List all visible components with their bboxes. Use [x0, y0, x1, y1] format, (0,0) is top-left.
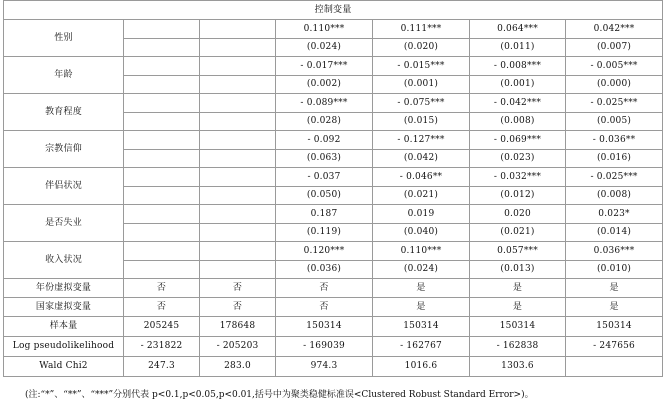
standard-error-cell — [200, 261, 276, 279]
coefficient-cell: - 0.036** — [566, 131, 663, 150]
coefficient-cell — [200, 205, 276, 224]
standard-error-cell: (0.028) — [276, 113, 373, 131]
coefficient-cell: 0.036*** — [566, 242, 663, 261]
standard-error-cell: (0.011) — [470, 39, 566, 57]
statistic-value: - 169039 — [276, 337, 373, 357]
dummy-value: 否 — [276, 279, 373, 298]
coefficient-cell — [200, 57, 276, 76]
standard-error-cell: (0.001) — [470, 76, 566, 94]
dummy-value: 是 — [373, 279, 470, 298]
dummy-row — [4, 298, 663, 317]
standard-error-cell: (0.000) — [566, 76, 663, 94]
header-row — [4, 1, 663, 20]
coefficient-cell: 0.042*** — [566, 20, 663, 39]
dummy-value: 是 — [566, 298, 663, 317]
table-note: (注:“*”、“**”、“***”分别代表 p<0.1,p<0.05,p<0.01,括号中为聚类稳健标准误<Clustered Robust Standard Error>)。 — [25, 390, 534, 400]
coefficient-cell — [124, 205, 200, 224]
coefficient-cell: - 0.046** — [373, 168, 470, 187]
coefficient-cell: - 0.005*** — [566, 57, 663, 76]
coefficient-row — [4, 242, 663, 261]
statistic-row — [4, 337, 663, 357]
standard-error-cell — [124, 76, 200, 94]
coefficient-cell: - 0.075*** — [373, 94, 470, 113]
dummy-value: 是 — [470, 298, 566, 317]
coefficient-cell: - 0.025*** — [566, 168, 663, 187]
standard-error-cell: (0.024) — [373, 261, 470, 279]
standard-error-cell — [124, 187, 200, 205]
variable-label: 是否失业 — [4, 205, 124, 242]
coefficient-cell: - 0.037 — [276, 168, 373, 187]
coefficient-cell — [200, 242, 276, 261]
coefficient-cell — [124, 57, 200, 76]
coefficient-cell — [200, 20, 276, 39]
standard-error-cell: (0.020) — [373, 39, 470, 57]
coefficient-row — [4, 20, 663, 39]
statistic-value: 205245 — [124, 317, 200, 337]
standard-error-cell: (0.010) — [566, 261, 663, 279]
coefficient-cell — [200, 131, 276, 150]
statistic-value: 974.3 — [276, 357, 373, 377]
regression-table-container — [3, 0, 662, 377]
coefficient-cell: - 0.032*** — [470, 168, 566, 187]
coefficient-cell: - 0.015*** — [373, 57, 470, 76]
statistic-value: 150314 — [470, 317, 566, 337]
dummy-value: 否 — [124, 279, 200, 298]
standard-error-cell: (0.024) — [276, 39, 373, 57]
standard-error-cell — [124, 224, 200, 242]
statistic-value: - 231822 — [124, 337, 200, 357]
coefficient-cell: 0.064*** — [470, 20, 566, 39]
statistic-value: 178648 — [200, 317, 276, 337]
coefficient-cell: - 0.127*** — [373, 131, 470, 150]
statistic-value: - 247656 — [566, 337, 663, 357]
coefficient-cell: - 0.092 — [276, 131, 373, 150]
statistic-value: 1303.6 — [470, 357, 566, 377]
standard-error-cell: (0.023) — [470, 150, 566, 168]
statistic-row — [4, 317, 663, 337]
coefficient-row — [4, 94, 663, 113]
standard-error-cell — [124, 261, 200, 279]
dummy-value: 是 — [566, 279, 663, 298]
control-variables-header: 控制变量 — [4, 1, 663, 20]
dummy-value: 否 — [200, 279, 276, 298]
standard-error-cell — [200, 150, 276, 168]
dummy-label: 年份虚拟变量 — [4, 279, 124, 298]
coefficient-cell: 0.057*** — [470, 242, 566, 261]
dummy-row — [4, 279, 663, 298]
statistic-value: - 162767 — [373, 337, 470, 357]
standard-error-cell: (0.005) — [566, 113, 663, 131]
standard-error-cell: (0.119) — [276, 224, 373, 242]
coefficient-cell: 0.120*** — [276, 242, 373, 261]
variable-label: 伴侣状况 — [4, 168, 124, 205]
variable-label: 宗教信仰 — [4, 131, 124, 168]
statistic-value: 150314 — [373, 317, 470, 337]
coefficient-cell: - 0.089*** — [276, 94, 373, 113]
statistic-label: 样本量 — [4, 317, 124, 337]
statistic-row — [4, 357, 663, 377]
dummy-value: 否 — [124, 298, 200, 317]
coefficient-cell — [200, 168, 276, 187]
standard-error-cell: (0.021) — [470, 224, 566, 242]
statistic-value: 1016.6 — [373, 357, 470, 377]
coefficient-cell: 0.019 — [373, 205, 470, 224]
standard-error-cell — [200, 39, 276, 57]
standard-error-cell — [124, 39, 200, 57]
standard-error-cell: (0.014) — [566, 224, 663, 242]
standard-error-cell: (0.008) — [470, 113, 566, 131]
coefficient-row — [4, 57, 663, 76]
coefficient-cell — [124, 131, 200, 150]
standard-error-cell: (0.008) — [566, 187, 663, 205]
standard-error-cell — [200, 113, 276, 131]
dummy-label: 国家虚拟变量 — [4, 298, 124, 317]
standard-error-cell: (0.001) — [373, 76, 470, 94]
standard-error-cell: (0.015) — [373, 113, 470, 131]
coefficient-cell: 0.187 — [276, 205, 373, 224]
standard-error-cell: (0.040) — [373, 224, 470, 242]
coefficient-cell: 0.111*** — [373, 20, 470, 39]
standard-error-cell: (0.002) — [276, 76, 373, 94]
statistic-value: - 162838 — [470, 337, 566, 357]
coefficient-cell — [200, 94, 276, 113]
statistic-label: Wald Chi2 — [4, 357, 124, 377]
coefficient-row — [4, 168, 663, 187]
standard-error-cell — [124, 150, 200, 168]
standard-error-cell — [200, 187, 276, 205]
coefficient-row — [4, 131, 663, 150]
statistic-value: - 205203 — [200, 337, 276, 357]
variable-label: 年龄 — [4, 57, 124, 94]
statistic-value: 150314 — [566, 317, 663, 337]
standard-error-cell: (0.021) — [373, 187, 470, 205]
statistic-value: 283.0 — [200, 357, 276, 377]
standard-error-cell: (0.042) — [373, 150, 470, 168]
coefficient-cell: - 0.025*** — [566, 94, 663, 113]
dummy-value: 否 — [200, 298, 276, 317]
coefficient-row — [4, 205, 663, 224]
coefficient-cell: 0.110*** — [373, 242, 470, 261]
coefficient-cell — [124, 94, 200, 113]
standard-error-cell: (0.063) — [276, 150, 373, 168]
coefficient-cell: 0.020 — [470, 205, 566, 224]
standard-error-cell: (0.036) — [276, 261, 373, 279]
coefficient-cell — [124, 242, 200, 261]
coefficient-cell: - 0.042*** — [470, 94, 566, 113]
standard-error-cell: (0.050) — [276, 187, 373, 205]
coefficient-cell: - 0.069*** — [470, 131, 566, 150]
statistic-value: 150314 — [276, 317, 373, 337]
coefficient-cell: - 0.017*** — [276, 57, 373, 76]
variable-label: 性别 — [4, 20, 124, 57]
coefficient-cell — [124, 20, 200, 39]
coefficient-cell: 0.110*** — [276, 20, 373, 39]
standard-error-cell — [200, 224, 276, 242]
standard-error-cell: (0.012) — [470, 187, 566, 205]
dummy-value: 是 — [373, 298, 470, 317]
standard-error-cell: (0.016) — [566, 150, 663, 168]
coefficient-cell: - 0.008*** — [470, 57, 566, 76]
standard-error-cell — [200, 76, 276, 94]
standard-error-cell — [124, 113, 200, 131]
coefficient-cell: 0.023* — [566, 205, 663, 224]
regression-table — [3, 0, 663, 377]
statistic-value — [566, 357, 663, 377]
standard-error-cell: (0.013) — [470, 261, 566, 279]
statistic-value: 247.3 — [124, 357, 200, 377]
dummy-value: 是 — [470, 279, 566, 298]
dummy-value: 否 — [276, 298, 373, 317]
variable-label: 教育程度 — [4, 94, 124, 131]
standard-error-cell: (0.007) — [566, 39, 663, 57]
variable-label: 收入状况 — [4, 242, 124, 279]
statistic-label: Log pseudolikelihood — [4, 337, 124, 357]
coefficient-cell — [124, 168, 200, 187]
